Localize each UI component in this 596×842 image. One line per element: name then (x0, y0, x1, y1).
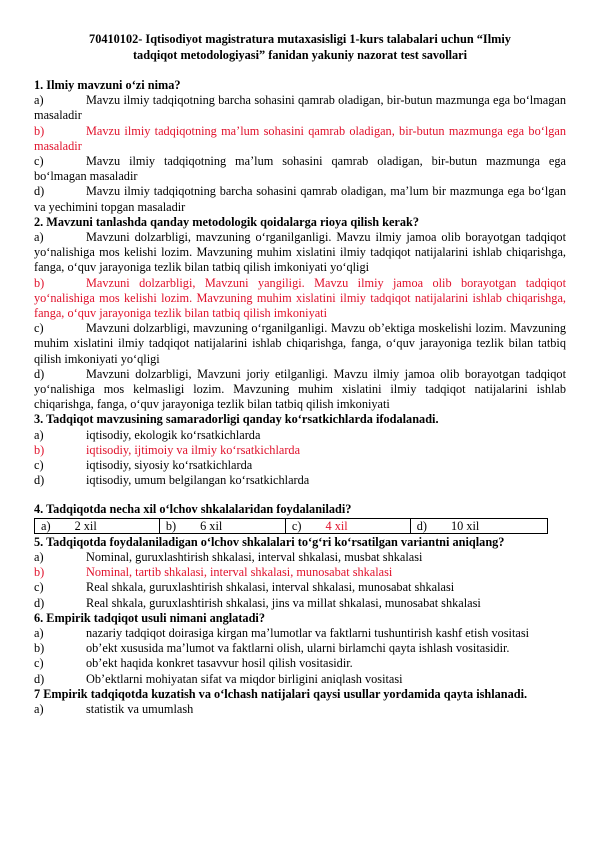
question-6: 6. Empirik tadqiqot usuli nimani anglatadi? (34, 610, 265, 625)
option-letter: c) (34, 458, 44, 473)
option-text: iqtisodiy, umum belgilangan ko‘rsatkichlarda (86, 473, 310, 488)
option-6b (34, 641, 566, 656)
option-letter: b) (34, 565, 45, 580)
option-text: 10 xil (450, 518, 480, 533)
option-text: Mavzuni dolzarbligi, mavzuning o‘rganilganligi. Mavzu ob’ektiga moskelishi lozim. Mavzuning muhim xislatini ilmiy tadqiqot natijalarini ishlab chiqarishga, fanga, o‘quv jarayoniga tezlik bilan tatbiq qilish imkoniyati yo‘qligi (34, 321, 566, 366)
option-1b-correct (34, 124, 566, 154)
question-1: 1. Ilmiy mavzuni o‘zi nima? (34, 78, 181, 92)
option-text: Mavzu ilmiy tadqiqotning barcha sohasini qamrab oladigan, ma’lum bir mazmunga ega bo‘lgan va yechimini topgan masaladir (34, 184, 566, 214)
option-5b-correct (34, 565, 566, 580)
option-text: iqtisodiy, siyosiy ko‘rsatkichlarda (86, 458, 253, 473)
option-text: nazariy tadqiqot doirasiga kirgan ma’lumotlar va faktlarni tushuntirish kashf etish vositasi (86, 625, 530, 640)
option-text: Real shkala, guruxlashtirish shkalasi, interval shkalasi, munosabat shkalasi (86, 580, 455, 595)
title-line-2: tadqiqot metodologiyasi” fanidan yakuniy nazorat test savollari (132, 48, 468, 62)
option-text: 2 xil (74, 518, 97, 533)
option-letter: d) (34, 671, 45, 686)
option-text: Mavzu ilmiy tadqiqotning ma’lum sohasini qamrab oladigan, bir-butun mazmunga ega bo‘lgan masaladir (34, 123, 566, 153)
option-6d (34, 672, 566, 687)
option-letter: c) (34, 656, 44, 671)
option-text: Mavzuni dolzarbligi, Mavzuni yangiligi. Mavzu ilmiy jamoa olib borayotgan tadqiqot yo‘nalishiga mos kelishi lozim. Mavzuning muhim xislatini ilmiy tadqiqot natijalarini ishlab chiqarishga, fanga, o‘quv jarayoniga tezlik bilan tatbiq qilish imkoniyati (34, 275, 566, 321)
question-4: 4. Tadqiqotda necha xil o‘lchov shkalalaridan foydalaniladi? (34, 502, 352, 517)
option-6c (34, 656, 566, 671)
option-1c (34, 154, 566, 184)
option-letter: d) (34, 595, 45, 610)
option-7a (34, 702, 566, 717)
question-5: 5. Tadqiqotda foydalaniladigan o‘lchov shkalalari to‘g‘ri ko‘rsatilgan variantni aniqlang? (34, 534, 505, 549)
option-2d (34, 367, 566, 413)
option-letter: c) (34, 154, 44, 169)
option-letter: d) (34, 473, 45, 488)
option-letter: a) (34, 549, 44, 564)
option-letter: a) (34, 625, 44, 640)
option-text: Real shkala, guruxlashtirish shkalasi, jins va millat shkalasi, munosabat shkalasi (86, 595, 481, 610)
option-2c (34, 321, 566, 367)
option-letter: b) (165, 518, 177, 533)
option-text: Mavzuni dolzarbligi, Mavzuni joriy etilganligi. Mavzu ilmiy jamoa olib borayotgan tadqiqot yo‘nalishiga mos kelmasligi lozim. Mavzuning muhim xislatini ilmiy tadqiqot natijalarini ishlab chiqarishga, fanga, o‘quv jarayoniga tezlik bilan tatbiq qilish imkoniyati (34, 366, 566, 412)
option-letter: b) (34, 442, 45, 457)
answer-row (35, 518, 548, 533)
question-3: 3. Tadqiqot mavzusining samaradorligi qanday ko‘rsatkichlarda ifodalanadi. (34, 412, 439, 427)
answer-cell-d (410, 518, 547, 533)
option-text: ob’ekt xususida ma’lumot va faktlarni olish, ularni birlamchi qayta ishlash vositasidir. (86, 641, 510, 656)
option-text: Nominal, guruxlashtirish shkalasi, interval shkalasi, musbat shkalasi (86, 549, 423, 564)
option-text: ob’ekt haqida konkret tasavvur hosil qilish vositasidir. (86, 656, 353, 671)
answer-cell-a (35, 518, 160, 533)
option-letter: c) (34, 580, 44, 595)
option-letter: d) (416, 518, 427, 533)
option-letter: c) (291, 518, 302, 533)
option-letter: a) (34, 93, 44, 108)
option-text: Ob’ektlarni mohiyatan sifat va miqdor birligini aniqlash vositasi (86, 671, 403, 686)
option-text: Mavzu ilmiy tadqiqotning barcha sohasini qamrab oladigan, bir-butun mazmunga ega bo‘lmagan masaladir (34, 93, 566, 123)
option-3b-correct (34, 443, 566, 458)
option-3a (34, 428, 566, 443)
question-7: 7 Empirik tadqiqotda kuzatish va o‘lchash natijalari qaysi usullar yordamida qayta ishlanadi. (34, 686, 528, 701)
option-text: 6 xil (200, 518, 223, 533)
option-letter: d) (34, 366, 45, 381)
option-letter: a) (34, 701, 44, 716)
option-5d (34, 596, 566, 611)
document-title (40, 31, 560, 63)
blank-line (34, 488, 566, 502)
question-2: 2. Mavzuni tanlashda qanday metodologik qoidalarga rioya qilish kerak? (34, 214, 420, 229)
option-1a (34, 93, 566, 123)
option-2b-correct (34, 276, 566, 322)
option-letter: c) (34, 321, 44, 336)
option-letter: a) (34, 230, 44, 245)
title-line-1: 70410102- Iqtisodiyot magistratura mutaxasisligi 1-kurs talabalari uchun “Ilmiy (89, 32, 511, 46)
option-6a (34, 626, 566, 641)
answer-table (34, 518, 548, 534)
option-letter: a) (41, 518, 51, 533)
option-5c (34, 580, 566, 595)
option-text: Mavzu ilmiy tadqiqotning ma’lum sohasini qamrab oladigan, bir-butun mazmunga ega bo‘lmagan masaladir (34, 154, 566, 184)
option-5a (34, 550, 566, 565)
option-3d (34, 473, 566, 488)
option-text: iqtisodiy, ijtimoiy va ilmiy ko‘rsatkichlarda (86, 442, 301, 457)
option-letter: b) (34, 641, 45, 656)
option-text: statistik va umumlash (86, 701, 194, 716)
option-1d (34, 184, 566, 214)
option-letter: d) (34, 184, 45, 199)
answer-cell-c-correct (285, 518, 410, 533)
option-3c (34, 458, 566, 473)
option-letter: b) (34, 123, 45, 138)
option-2a (34, 230, 566, 276)
option-text: 4 xil (325, 518, 348, 533)
option-text: iqtisodiy, ekologik ko‘rsatkichlarda (86, 427, 261, 442)
option-text: Nominal, tartib shkalasi, interval shkalasi, munosabat shkalasi (86, 565, 393, 580)
option-text: Mavzuni dolzarbligi, mavzuning o‘rganilganligi. Mavzu ilmiy jamoa olib borayotgan tadqiqot yo‘nalishiga mos kelishi lozim. Mavzuning muhim xislatini ilmiy tadqiqot natijalarini ishlab chiqarishga, fanga, o‘quv jarayoniga tezlik bilan tatbiq qilish imkoniyati yo‘qligi (34, 230, 566, 275)
option-letter: b) (34, 275, 45, 290)
questions-list (34, 78, 566, 717)
option-letter: a) (34, 427, 44, 442)
answer-cell-b (159, 518, 285, 533)
